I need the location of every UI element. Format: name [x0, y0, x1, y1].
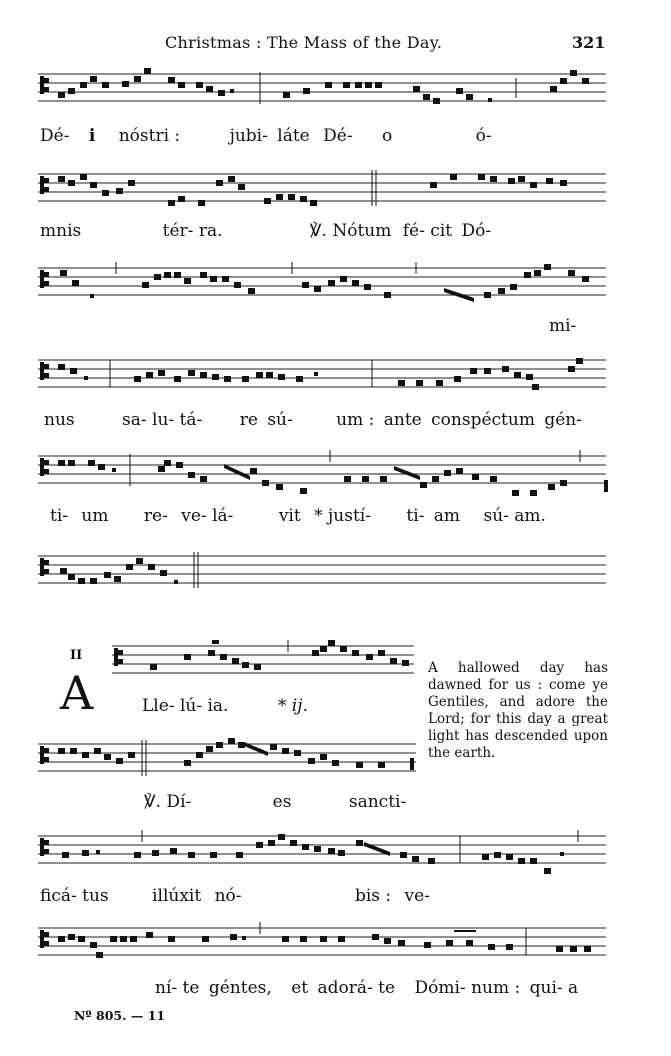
initial-letter: A: [60, 666, 94, 720]
lyric-syllable: ra.: [198, 221, 223, 241]
lyric-line-2: [40, 221, 491, 241]
lyric-syllable: Dómi-: [414, 978, 466, 998]
clef-icon: [40, 458, 49, 476]
lyric-syllable: ní-: [155, 978, 178, 998]
clef-icon: [40, 558, 49, 576]
lyric-syllable: ante: [383, 410, 422, 430]
lyric-line-1: [40, 126, 492, 146]
lyric-syllable: Dó-: [461, 221, 492, 241]
lyric-syllable: re-: [143, 506, 168, 526]
lyric-syllable: a: [568, 978, 579, 998]
lyric-syllable: ve-: [181, 506, 207, 526]
footer-catalog: Nº 805. — 11: [74, 1008, 166, 1023]
chant-staff-verse-3: [38, 922, 608, 970]
lyric-syllable: Dé-: [323, 126, 353, 146]
lyric-syllable: re: [239, 410, 258, 430]
lyric-line-5: [50, 506, 546, 526]
lyric-syllable: * justí-: [314, 506, 371, 526]
lyric-syllable: lú-: [179, 696, 203, 716]
lyric-syllable: nó-: [214, 886, 242, 906]
lyric-syllable: num :: [471, 978, 521, 998]
lyric-alleluia: [142, 696, 308, 716]
clef-icon: [40, 270, 49, 288]
lyric-syllable: mi-: [549, 316, 577, 336]
lyric-syllable: bis :: [354, 886, 392, 906]
lyric-syllable: cit: [430, 221, 453, 241]
lyric-syllable: conspéctum: [431, 410, 535, 430]
chant-staff-4: [38, 354, 608, 396]
translation-text: A hallowed day has dawned for us : come ye Gentiles, and adore the Lord; for this day a great light has descended upon the earth.: [428, 660, 608, 761]
running-head-title: Christmas : The Mass of the Day.: [165, 33, 443, 52]
lyric-syllable: um: [81, 506, 109, 526]
chant-staff-2: [38, 168, 608, 210]
lyric-verse-2: [40, 886, 430, 906]
lyric-syllable: * ij.: [277, 696, 308, 716]
clef-icon: [40, 176, 49, 194]
lyric-syllable: lu-: [152, 410, 175, 430]
lyric-syllable: sú-: [267, 410, 293, 430]
clef-icon: [40, 76, 49, 94]
lyric-syllable: ti-: [50, 506, 69, 526]
lyric-syllable: ia.: [207, 696, 229, 716]
lyric-syllable: illúxit: [152, 886, 202, 906]
lyric-syllable: ve-: [404, 886, 430, 906]
chant-staff-5: [38, 450, 608, 500]
chant-staff-3: [38, 262, 608, 304]
chant-staff-6: [38, 550, 608, 592]
lyric-syllable: tá-: [179, 410, 203, 430]
lyric-syllable: ó-: [475, 126, 492, 146]
lyric-verse-3: [155, 978, 578, 998]
page-number: 321: [572, 33, 606, 52]
lyric-syllable: géntes,: [208, 978, 272, 998]
lyric-syllable: tér-: [162, 221, 194, 241]
lyric-verse-1: [144, 792, 406, 812]
lyric-syllable: te: [182, 978, 200, 998]
lyric-syllable: mnis: [40, 221, 82, 241]
clef-icon: [40, 746, 49, 764]
lyric-syllable: nus: [44, 410, 75, 430]
clef-icon: [40, 930, 49, 948]
lyric-syllable: lá-: [212, 506, 234, 526]
clef-icon: [40, 838, 49, 856]
lyric-syllable: et: [291, 978, 309, 998]
lyric-syllable: ficá-: [40, 886, 77, 906]
clef-icon: [114, 648, 123, 666]
lyric-syllable: es: [272, 792, 292, 812]
lyric-syllable: fé-: [402, 221, 425, 241]
lyric-syllable: o: [381, 126, 393, 146]
running-head: [0, 33, 671, 55]
lyric-syllable: Lle-: [142, 696, 175, 716]
lyric-syllable: qui-: [529, 978, 563, 998]
chant-staff-verse-2: [38, 830, 608, 880]
chant-staff-1: [38, 68, 608, 110]
clef-icon: [40, 362, 49, 380]
lyric-syllable: i: [88, 126, 96, 146]
chant-staff-alleluia: [112, 640, 416, 682]
lyric-syllable: láte: [277, 126, 310, 146]
lyric-syllable: ℣. Nótum: [309, 221, 392, 241]
lyric-syllable: sa-: [122, 410, 147, 430]
lyric-syllable: sancti-: [348, 792, 407, 812]
lyric-line-3: [549, 316, 576, 336]
lyric-syllable: gén-: [544, 410, 582, 430]
lyric-syllable: te: [378, 978, 396, 998]
lyric-syllable: ℣. Dí-: [144, 792, 192, 812]
chant-staff-verse-1: [38, 738, 418, 780]
lyric-syllable: adorá-: [317, 978, 373, 998]
lyric-syllable: ti-: [406, 506, 425, 526]
section-number: II: [70, 648, 83, 663]
lyric-syllable: sú-: [483, 506, 509, 526]
lyric-syllable: Dé-: [40, 126, 70, 146]
lyric-syllable: nóstri :: [118, 126, 181, 146]
lyric-syllable: jubi-: [229, 126, 268, 146]
lyric-syllable: am: [433, 506, 461, 526]
lyric-line-4: [44, 410, 582, 430]
lyric-syllable: um :: [336, 410, 375, 430]
lyric-syllable: vit: [278, 506, 301, 526]
lyric-syllable: tus: [82, 886, 109, 906]
lyric-syllable: am.: [514, 506, 546, 526]
